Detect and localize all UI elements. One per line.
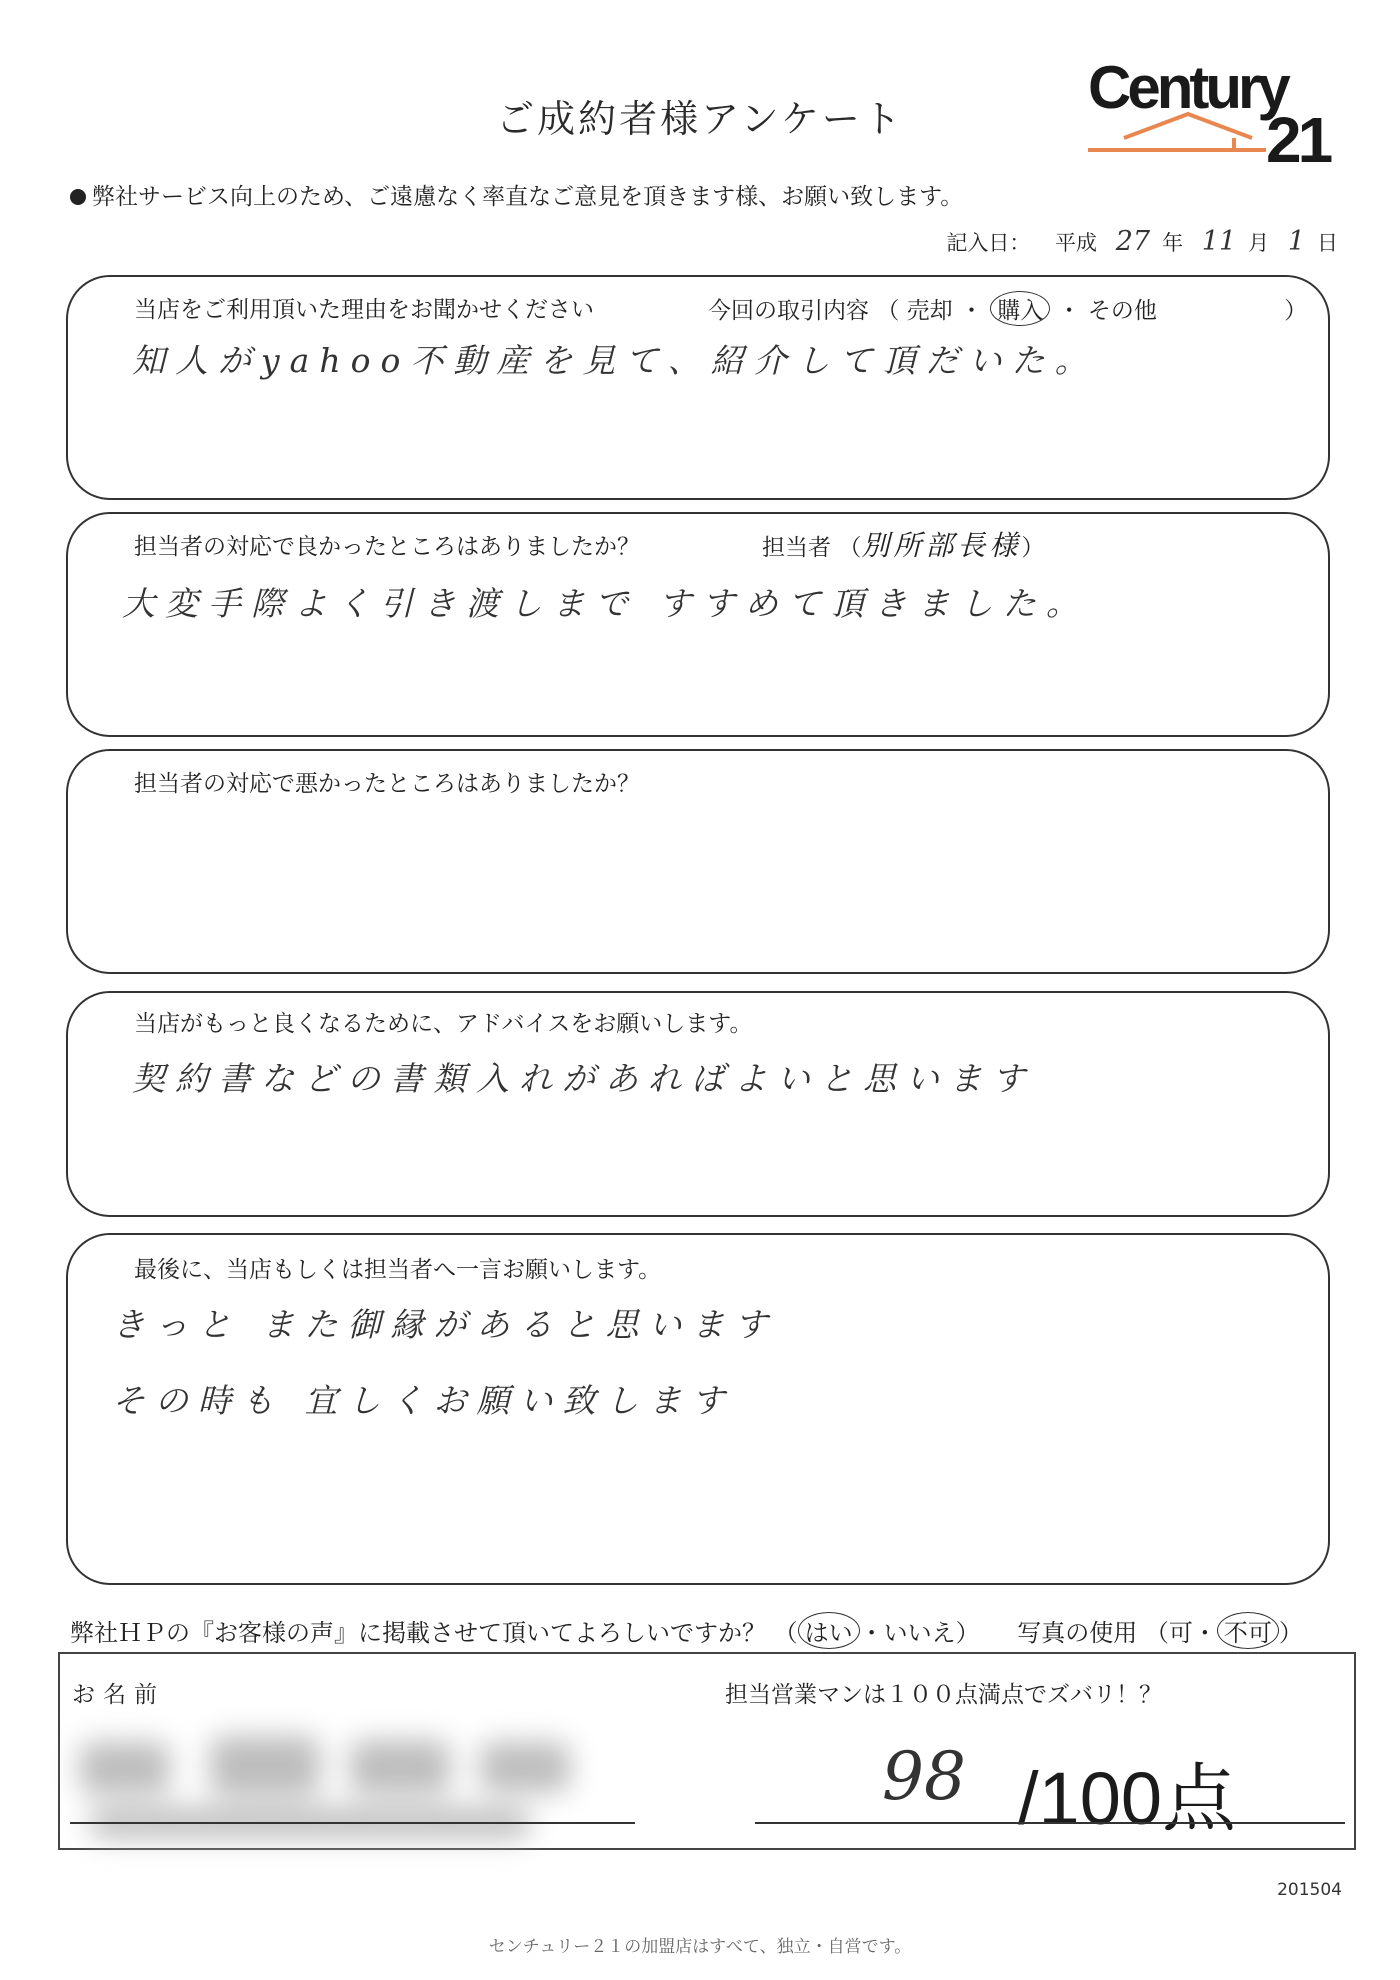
consent-no: いいえ	[883, 1619, 956, 1647]
option-other: その他	[1087, 298, 1157, 324]
entry-date: 記入日： 平成 27 年 11 月 1 日	[946, 226, 1338, 257]
staff-name: 別所部長様	[861, 529, 1022, 562]
advice-answer: 契約書などの書類入れがあればよいと思います	[132, 1059, 1035, 1098]
advice-question: 当店がもっと良くなるために、アドバイスをお願いします。	[134, 1011, 753, 1037]
form-code: 201504	[1277, 1880, 1342, 1900]
staff-label: 担当者	[762, 535, 831, 561]
score-value: 98	[882, 1738, 966, 1815]
date-label: 記入日	[946, 231, 1010, 255]
bullet-dot-icon	[70, 189, 86, 205]
logo-21-text: 21	[1266, 104, 1330, 170]
date-year: 27	[1115, 226, 1151, 257]
message-question: 最後に、当店もしくは担当者へ一言お願いします。	[134, 1257, 662, 1283]
intro-sentence: 弊社サービス向上のため、ご遠慮なく率直なご意見を頂きます様、お願い致します。	[92, 184, 964, 210]
reason-answer: 知人がyahoo不動産を見て、紹介して頂だいた。	[132, 341, 1098, 380]
score-caption: 担当営業マンは１００点満点でズバリ！？	[725, 1682, 1162, 1708]
section-advice	[66, 991, 1330, 1217]
footer-note: センチュリー２１の加盟店はすべて、独立・自営です。	[488, 1937, 912, 1957]
publish-consent: 弊社ＨＰの『お客様の声』に掲載させて頂いてよろしいですか？ （ はい ・いいえ） 写真の使用 （可・ 不可 ）	[70, 1612, 1303, 1649]
consent-question: 弊社ＨＰの『お客様の声』に掲載させて頂いてよろしいですか？	[70, 1619, 766, 1647]
staff-field: 担当者 （別所部長様）	[762, 529, 1045, 562]
message-answer-line2: その時も 宜しくお願い致します	[112, 1381, 735, 1420]
option-sell: 売却	[906, 298, 953, 324]
date-era: 平成	[1055, 231, 1098, 255]
transaction-label: 今回の取引内容	[708, 298, 869, 324]
section-message	[66, 1233, 1330, 1585]
form-title: ご成約者様アンケート	[496, 97, 904, 141]
date-year-unit: 年	[1162, 231, 1184, 255]
name-label: お名前	[72, 1682, 165, 1708]
score-underline	[755, 1822, 1345, 1824]
consent-yes-circled: はい	[798, 1612, 860, 1649]
section-reason	[66, 275, 1330, 500]
reason-question: 当店をご利用頂いた理由をお聞かせください	[134, 297, 594, 323]
photo-yes: 可	[1168, 1619, 1193, 1647]
logo-century-text: Century	[1088, 54, 1287, 121]
option-buy-circled: 購入	[990, 291, 1050, 326]
intro-text	[70, 178, 963, 211]
score-suffix: /100点	[1018, 1757, 1237, 1840]
date-month: 11	[1201, 226, 1237, 257]
good-question: 担当者の対応で良かったところはありましたか？	[134, 534, 640, 560]
bad-question: 担当者の対応で悪かったところはありましたか？	[134, 771, 640, 797]
date-day: 1	[1287, 226, 1305, 257]
century21-logo	[1088, 50, 1348, 170]
redacted-name	[70, 1722, 590, 1842]
photo-use-label: 写真の使用	[1017, 1619, 1138, 1647]
date-month-unit: 月	[1248, 231, 1270, 255]
section-bad	[66, 749, 1330, 974]
good-answer: 大変手際よく引き渡しまで すすめて頂きました。	[122, 584, 1089, 623]
message-answer-line1: きっと また御縁があると思います	[112, 1305, 778, 1344]
photo-no-circled: 不可	[1217, 1612, 1279, 1649]
section-good	[66, 512, 1330, 737]
date-day-unit: 日	[1317, 231, 1338, 255]
transaction-type: 今回の取引内容 （ 売却 ・ 購入 ・ その他 ）	[708, 291, 1307, 326]
name-underline	[70, 1822, 635, 1824]
